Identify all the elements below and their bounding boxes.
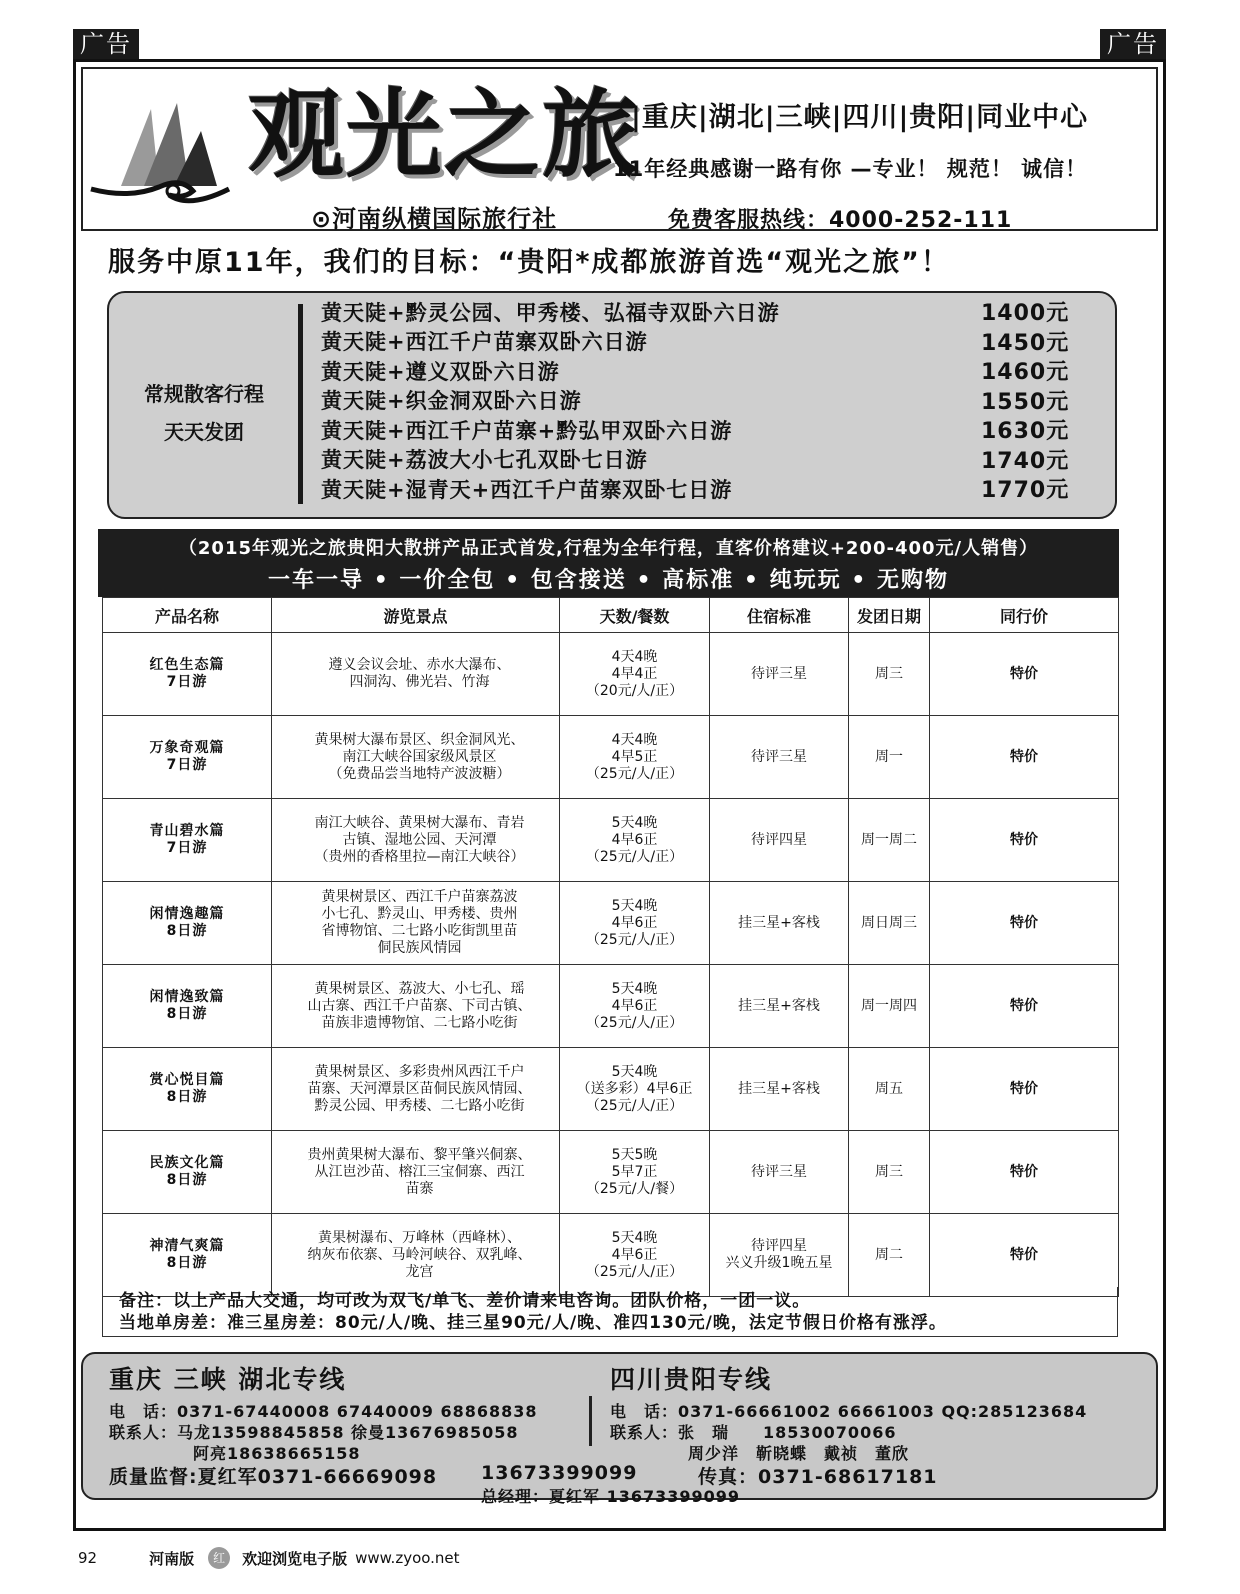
- ad-header: [81, 67, 1158, 231]
- regular-tours-list: [321, 297, 1081, 504]
- quality-supervision: 质量监督:夏红军0371-66669098: [109, 1466, 438, 1488]
- mountain-logo-icon: [89, 91, 239, 206]
- column-header: 天数/餐数: [560, 598, 710, 633]
- list-item: 黄天陡+西江千户苗寨双卧六日游 1450元: [321, 330, 1070, 356]
- date-cell: 周二: [849, 1214, 930, 1297]
- page-number: 92: [78, 1549, 98, 1567]
- hotel-cell: 挂三星+客栈: [710, 1048, 849, 1131]
- days-cell: 5天4晚 （送多彩）4早6正 （25元/人/正）: [560, 1048, 710, 1131]
- left-contacts-extra: 阿亮18638665158: [193, 1444, 361, 1463]
- product-name-cell: 神清气爽篇 8日游: [103, 1214, 272, 1297]
- column-header: 同行价: [930, 598, 1119, 633]
- hotel-cell: 待评三星: [710, 1131, 849, 1214]
- table-row: [103, 633, 1119, 716]
- table-header-row: [103, 598, 1119, 633]
- price-cell: 特价: [930, 1214, 1119, 1297]
- spots-cell: 黄果树景区、多彩贵州风西江千户 苗寨、天河潭景区苗侗民族风情园、 黔灵公园、甲秀楼、二七路小吃街: [272, 1048, 560, 1131]
- list-item: 黄天陡+西江千户苗寨+黔弘甲双卧六日游 1630元: [321, 418, 1070, 445]
- brand-title: 观光之旅: [248, 79, 640, 191]
- spots-cell: 黄果树景区、荔波大、小七孔、瑶 山古寨、西江千户苗寨、下司古镇、 苗族非遗博物馆、二七路小吃街: [272, 965, 560, 1048]
- date-cell: 周三: [849, 1131, 930, 1214]
- column-header: 产品名称: [103, 598, 272, 633]
- table-row: [103, 1131, 1119, 1214]
- fax: 传真：0371-68617181: [698, 1466, 938, 1488]
- hotel-cell: 待评三星: [710, 633, 849, 716]
- date-cell: 周日周三: [849, 882, 930, 965]
- list-item: 黄天陡+遵义双卧六日游 1460元: [321, 359, 1070, 386]
- hotel-cell: 挂三星+客栈: [710, 882, 849, 965]
- spots-cell: 黄果树瀑布、万峰林（西峰林）、 纳灰布依寨、马岭河峡谷、双乳峰、 龙宫: [272, 1214, 560, 1297]
- notes: 备注：以上产品大交通，均可改为双飞/单飞、差价请来电咨询。团队价格，一团一议。 当地单房差：准三星房差：80元/人/晚、挂三星90元/人/晚、准四130元/晚，法定节假日价格有涨浮。: [102, 1287, 1118, 1337]
- product-name-cell: 闲情逸趣篇 8日游: [103, 882, 272, 965]
- product-name-cell: 闲情逸致篇 8日游: [103, 965, 272, 1048]
- right-contacts-extra: 周少洋 靳晓蝶 戴祯 董欣: [688, 1444, 910, 1463]
- spots-cell: 遵义会议会址、赤水大瀑布、 四洞沟、佛光岩、竹海: [272, 633, 560, 716]
- days-cell: 5天4晚 4早6正 （25元/人/正）: [560, 1214, 710, 1297]
- ad-tag-right: 广告: [1100, 29, 1166, 59]
- column-header: 住宿标准: [710, 598, 849, 633]
- hotel-cell: 待评四星: [710, 799, 849, 882]
- product-name-cell: 民族文化篇 8日游: [103, 1131, 272, 1214]
- product-name-cell: 红色生态篇 7日游: [103, 633, 272, 716]
- days-cell: 4天4晚 4早5正 （25元/人/正）: [560, 716, 710, 799]
- column-header: 游览景点: [272, 598, 560, 633]
- spots-cell: 贵州黄果树大瀑布、黎平肇兴侗寨、 从江岜沙苗、榕江三宝侗寨、西江 苗寨: [272, 1131, 560, 1214]
- list-item: 黄天陡+黔灵公园、甲秀楼、弘福寺双卧六日游 1400元: [321, 300, 1070, 327]
- right-contacts: 联系人：张 瑞 18530070066: [610, 1423, 897, 1442]
- date-cell: 周三: [849, 633, 930, 716]
- list-item: 黄天陡+湿青天+西江千户苗寨双卧七日游 1770元: [321, 477, 1070, 504]
- general-manager: 总经理：夏红军 13673399099: [481, 1487, 741, 1506]
- quality-mobile: 13673399099: [481, 1462, 638, 1484]
- right-phone: 电 话：0371-66661002 66661003 QQ:285123684: [610, 1402, 1088, 1421]
- table-row: [103, 882, 1119, 965]
- welcome-text: 欢迎浏览电子版: [242, 1549, 348, 1568]
- price-cell: 特价: [930, 799, 1119, 882]
- product-name-cell: 赏心悦目篇 8日游: [103, 1048, 272, 1131]
- price-cell: 特价: [930, 633, 1119, 716]
- days-cell: 5天4晚 4早6正 （25元/人/正）: [560, 799, 710, 882]
- list-item: 黄天陡+荔波大小七孔双卧七日游 1740元: [321, 448, 1070, 474]
- spots-cell: 南江大峡谷、黄果树大瀑布、青岩 古镇、湿地公园、天河潭 （贵州的香格里拉—南江大峡谷）: [272, 799, 560, 882]
- days-cell: 5天4晚 4早6正 （25元/人/正）: [560, 965, 710, 1048]
- list-item: 黄天陡+织金洞双卧六日游 1550元: [321, 389, 1070, 415]
- routes-line: |重庆|湖北|三峡|四川|贵阳|同业中心: [631, 102, 1089, 133]
- price-cell: 特价: [930, 1131, 1119, 1214]
- hotel-cell: 待评三星: [710, 716, 849, 799]
- price-cell: 特价: [930, 1048, 1119, 1131]
- ad-tag-left: 广告: [73, 29, 139, 59]
- table-row: [103, 716, 1119, 799]
- hotel-cell: 待评四星 兴义升级1晚五星: [710, 1214, 849, 1297]
- product-name-cell: 万象奇观篇 7日游: [103, 716, 272, 799]
- product-name-cell: 青山碧水篇 7日游: [103, 799, 272, 882]
- agency-name: ⊙河南纵横国际旅行社: [311, 205, 558, 233]
- hotel-cell: 挂三星+客栈: [710, 965, 849, 1048]
- edition-label: 河南版: [149, 1549, 195, 1568]
- promo-banner: （2015年观光之旅贵阳大散拼产品正式首发,行程为全年行程，直客价格建议+200-400元/人销售） 一车一导 • 一价全包 • 包含接送 • 高标准 • 纯玩玩 • 无购物: [98, 529, 1119, 597]
- date-cell: 周一周二: [849, 799, 930, 882]
- left-phone: 电 话：0371-67440008 67440009 68868838: [109, 1402, 538, 1421]
- left-contacts: 联系人：马龙13598845858 徐曼13676985058: [109, 1423, 519, 1442]
- page-footer: [78, 1546, 460, 1570]
- spots-cell: 黄果树景区、西江千户苗寨荔波 小七孔、黔灵山、甲秀楼、贵州 省博物馆、二七路小吃街凯里苗 侗民族风情园: [272, 882, 560, 965]
- days-cell: 5天4晚 4早6正 （25元/人/正）: [560, 882, 710, 965]
- price-cell: 特价: [930, 882, 1119, 965]
- table-row: [103, 799, 1119, 882]
- right-line-title: 四川贵阳专线: [610, 1365, 773, 1394]
- hotline: 免费客服热线：4000-252-111: [668, 208, 1013, 233]
- goal-heading: 服务中原11年，我们的目标：“贵阳*成都旅游首选“观光之旅”！: [108, 247, 950, 278]
- divider: [589, 1396, 592, 1446]
- edition-badge-icon: 红: [208, 1547, 230, 1569]
- website-link[interactable]: www.zyoo.net: [355, 1549, 460, 1567]
- ad-frame: [73, 59, 1166, 1531]
- days-cell: 4天4晚 4早4正 （20元/人/正）: [560, 633, 710, 716]
- left-line-title: 重庆 三峡 湖北专线: [109, 1365, 347, 1394]
- regular-tours-box: [107, 291, 1117, 519]
- date-cell: 周五: [849, 1048, 930, 1131]
- price-cell: 特价: [930, 716, 1119, 799]
- table-row: [103, 1214, 1119, 1297]
- table-row: [103, 1048, 1119, 1131]
- regular-tours-label: 常规散客行程 天天发团: [144, 382, 264, 444]
- slogan: 11年经典感谢一路有你 —专业！ 规范！ 诚信！: [613, 157, 1088, 181]
- date-cell: 周一: [849, 716, 930, 799]
- divider: [298, 304, 303, 504]
- date-cell: 周一周四: [849, 965, 930, 1048]
- days-cell: 5天5晚 5早7正 （25元/人/餐）: [560, 1131, 710, 1214]
- contact-box: [81, 1352, 1158, 1506]
- product-table: [102, 597, 1119, 1297]
- spots-cell: 黄果树大瀑布景区、织金洞风光、 南江大峡谷国家级风景区 （免费品尝当地特产波波糖）: [272, 716, 560, 799]
- table-row: [103, 965, 1119, 1048]
- price-cell: 特价: [930, 965, 1119, 1048]
- column-header: 发团日期: [849, 598, 930, 633]
